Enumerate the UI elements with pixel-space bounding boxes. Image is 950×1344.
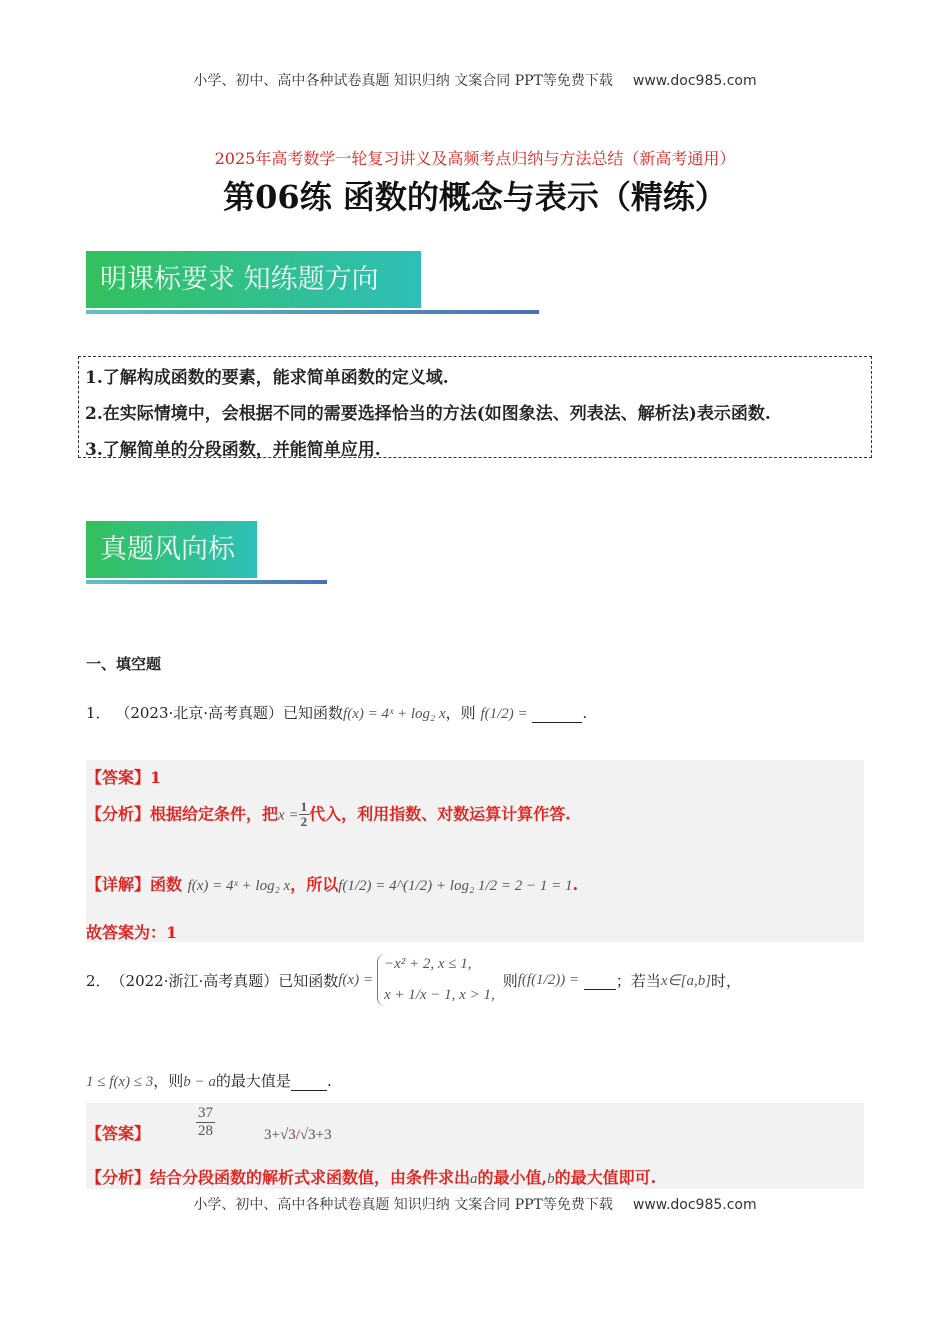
answer-label: 【答案】 <box>86 768 151 787</box>
answer-value: √3+3 <box>299 1127 332 1143</box>
answer-block-2 <box>86 1103 864 1189</box>
numerator: 37 <box>198 1105 213 1121</box>
answer-value: 1 <box>150 768 162 787</box>
fraction <box>196 1105 215 1139</box>
subtitle: 2025年高考数学一轮复习讲义及高频考点归纳与方法总结（新高考通用） <box>214 149 736 168</box>
final-answer: 故答案为：1 <box>86 923 178 942</box>
detail-line <box>86 872 578 895</box>
header-text: 小学、初中、高中各种试卷真题 知识归纳 文案合同 PPT等免费下载 <box>193 73 613 89</box>
question-number: 2． <box>86 971 111 990</box>
detail-text: 函数 <box>150 875 183 894</box>
question-number: 1． <box>86 704 111 722</box>
math-var: b <box>547 1171 555 1187</box>
question-text: ，则 <box>445 704 476 722</box>
page-header <box>0 70 950 90</box>
answer-values <box>264 1127 332 1144</box>
analysis-text: 结合分段函数的解析式求函数值，由条件求出 <box>150 1168 471 1187</box>
denominator: 28 <box>198 1122 213 1139</box>
text: 时， <box>711 971 742 990</box>
answer-blank <box>291 1072 327 1091</box>
math-expr: f(f(1/2)) = <box>517 971 580 988</box>
answer-blank <box>584 971 616 990</box>
piecewise-case: −x² + 2, x ≤ 1, <box>383 956 472 972</box>
banner-requirements: 明课标要求 知练题方向 <box>86 251 421 308</box>
period: . <box>582 704 588 722</box>
detail-text: ，所以 <box>290 875 339 894</box>
analysis-line <box>86 1165 656 1188</box>
section-heading: 一、填空题 <box>86 655 162 673</box>
footer-text: 小学、初中、高中各种试卷真题 知识归纳 文案合同 PPT等免费下载 <box>193 1197 613 1213</box>
text: ，则 <box>153 1072 184 1090</box>
text: ；若当 <box>615 971 661 990</box>
banner-underline <box>86 580 327 584</box>
math-expr: f(x) = <box>338 971 373 988</box>
math-expr: x = <box>278 807 299 824</box>
period: . <box>572 875 579 894</box>
footer-site[interactable]: www.doc985.com <box>632 1197 757 1213</box>
header-site[interactable]: www.doc985.com <box>632 73 757 89</box>
question-2 <box>86 954 741 1006</box>
math-var: a <box>470 1171 478 1187</box>
requirement-item: 3.了解简单的分段函数，并能简单应用. <box>85 440 381 460</box>
math-expr: f(1/2) = <box>480 706 528 722</box>
denominator: 2 <box>300 814 308 830</box>
text: 的最大值是 <box>215 1072 291 1090</box>
requirement-item: 2.在实际情境中，会根据不同的需要选择恰当的方法(如图象法、列表法、解析法)表示函数. <box>85 404 771 424</box>
answer-blank <box>532 704 582 723</box>
math-expr: f(1/2) = 4^(1/2) + log₂ 1/2 = 2 − 1 = 1 <box>338 878 573 894</box>
page-title: 第06练 函数的概念与表示（精练） <box>223 178 727 216</box>
analysis-line <box>86 800 571 830</box>
analysis-text: 根据给定条件，把 <box>150 804 279 824</box>
analysis-text: 的最大值即可. <box>554 1168 657 1187</box>
math-expr: f(x) = 4ˣ + log₂ x <box>343 706 446 722</box>
banner-underline <box>86 310 539 314</box>
analysis-label: 【分析】 <box>86 1168 151 1187</box>
question-2-cont <box>86 1070 332 1091</box>
requirement-item: 1.了解构成函数的要素，能求简单函数的定义域. <box>85 368 449 388</box>
math-expr: b − a <box>183 1074 216 1090</box>
math-expr: 1 ≤ f(x) ≤ 3 <box>86 1074 154 1090</box>
answer-value: 3+√3 <box>264 1127 296 1143</box>
requirements-box <box>78 356 872 458</box>
period: . <box>326 1072 332 1090</box>
banner-exam: 真题风向标 <box>86 521 257 578</box>
piecewise-case: x + 1/x − 1, x > 1, <box>383 987 495 1003</box>
analysis-label: 【分析】 <box>86 804 151 824</box>
fraction <box>299 800 310 830</box>
answer-line <box>86 765 161 788</box>
answer-block-1 <box>86 760 864 942</box>
text: 则 <box>502 971 518 990</box>
question-text: （2023·北京·高考真题）已知函数 <box>115 704 344 722</box>
answer-label: 【答案】 <box>86 1124 151 1143</box>
numerator: 1 <box>300 799 308 814</box>
math-expr: x∈[a,b] <box>660 972 712 989</box>
piecewise-brace <box>377 954 499 1006</box>
separator: / <box>295 1127 300 1143</box>
analysis-text: 代入，利用指数、对数运算计算作答. <box>309 804 571 824</box>
question-source: （2022·浙江·高考真题）已知函数 <box>110 971 339 990</box>
question-1 <box>86 702 587 723</box>
page-footer <box>0 1194 950 1214</box>
analysis-text: 的最小值, <box>477 1168 548 1187</box>
math-expr: f(x) = 4ˣ + log₂ x <box>187 878 291 894</box>
detail-label: 【详解】 <box>86 875 151 894</box>
